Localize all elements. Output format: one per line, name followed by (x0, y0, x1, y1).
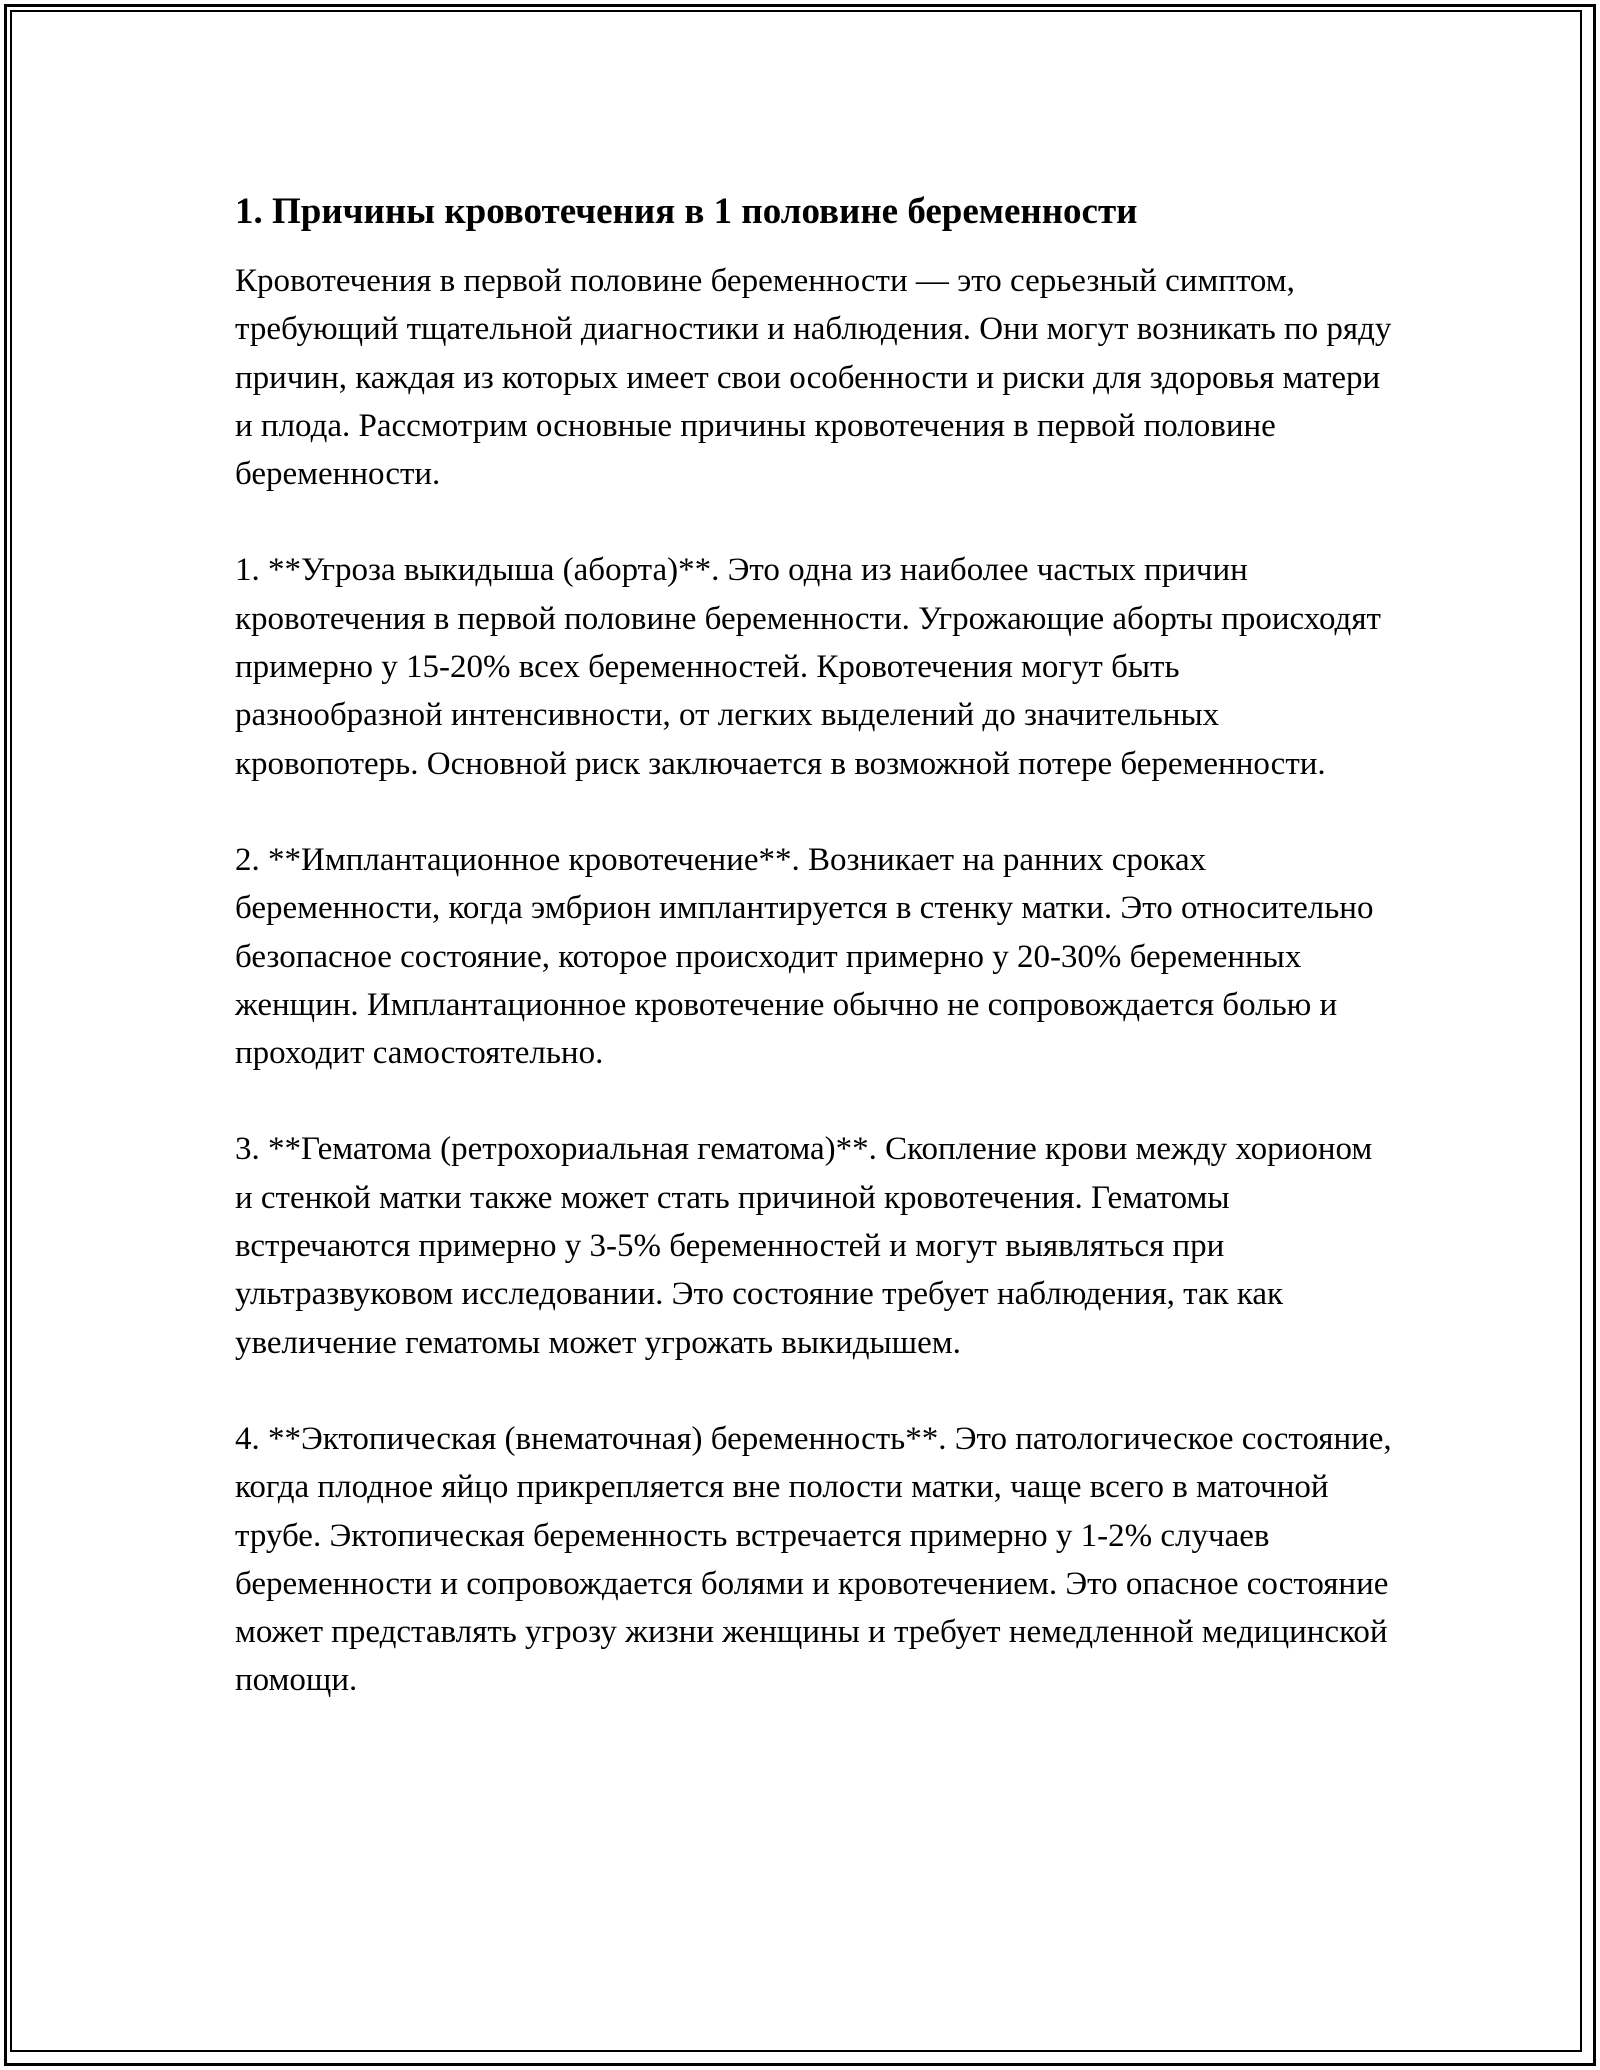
document-body (235, 188, 1395, 1753)
cause-4-paragraph: 4. **Эктопическая (внематочная) беременность**. Это патологическое состояние, когда плодное яйцо прикрепляется вне полости матки, чаще всего в маточной трубе. Эктопическая беременность встречается примерно у 1-2% случаев беременности и сопровождается болями и кровотечением. Это опасное состояние может представлять угрозу жизни женщины и требует немедленной медицинской помощи. (235, 1420, 1392, 1699)
cause-3-paragraph: 3. **Гематома (ретрохориальная гематома)**. Скопление крови между хорионом и стенкой матки также может стать причиной кровотечения. Гематомы встречаются примерно у 3-5% беременностей и могут выявляться при ультразвуковом исследовании. Это состояние требует наблюдения, так как увеличение гематомы может угрожать выкидышем. (235, 1131, 1373, 1361)
cause-2-paragraph: 2. **Имплантационное кровотечение**. Возникает на ранних сроках беременности, когда эмбрион имплантируется в стенку матки. Это относительно безопасное состояние, которое происходит примерно у 20-30% беременных женщин. Имплантационное кровотечение обычно не сопровождается болью и проходит самостоятельно. (235, 841, 1374, 1072)
section-heading: 1. Причины кровотечения в 1 половине беременности (235, 191, 1138, 232)
intro-paragraph: Кровотечения в первой половине беременности — это серьезный симптом, требующий тщательной диагностики и наблюдения. Они могут возникать по ряду причин, каждая из которых имеет свои особенности и риски для здоровья матери и плода. Рассмотрим основные причины кровотечения в первой половине беременности. (235, 263, 1392, 493)
cause-1-paragraph: 1. **Угроза выкидыша (аборта)**. Это одна из наиболее частых причин кровотечения в первой половине беременности. Угрожающие аборты происходят примерно у 15-20% всех беременностей. Кровотечения могут быть разнообразной интенсивности, от легких выделений до значительных кровопотерь. Основной риск заключается в возможной потере беременности. (235, 552, 1381, 782)
